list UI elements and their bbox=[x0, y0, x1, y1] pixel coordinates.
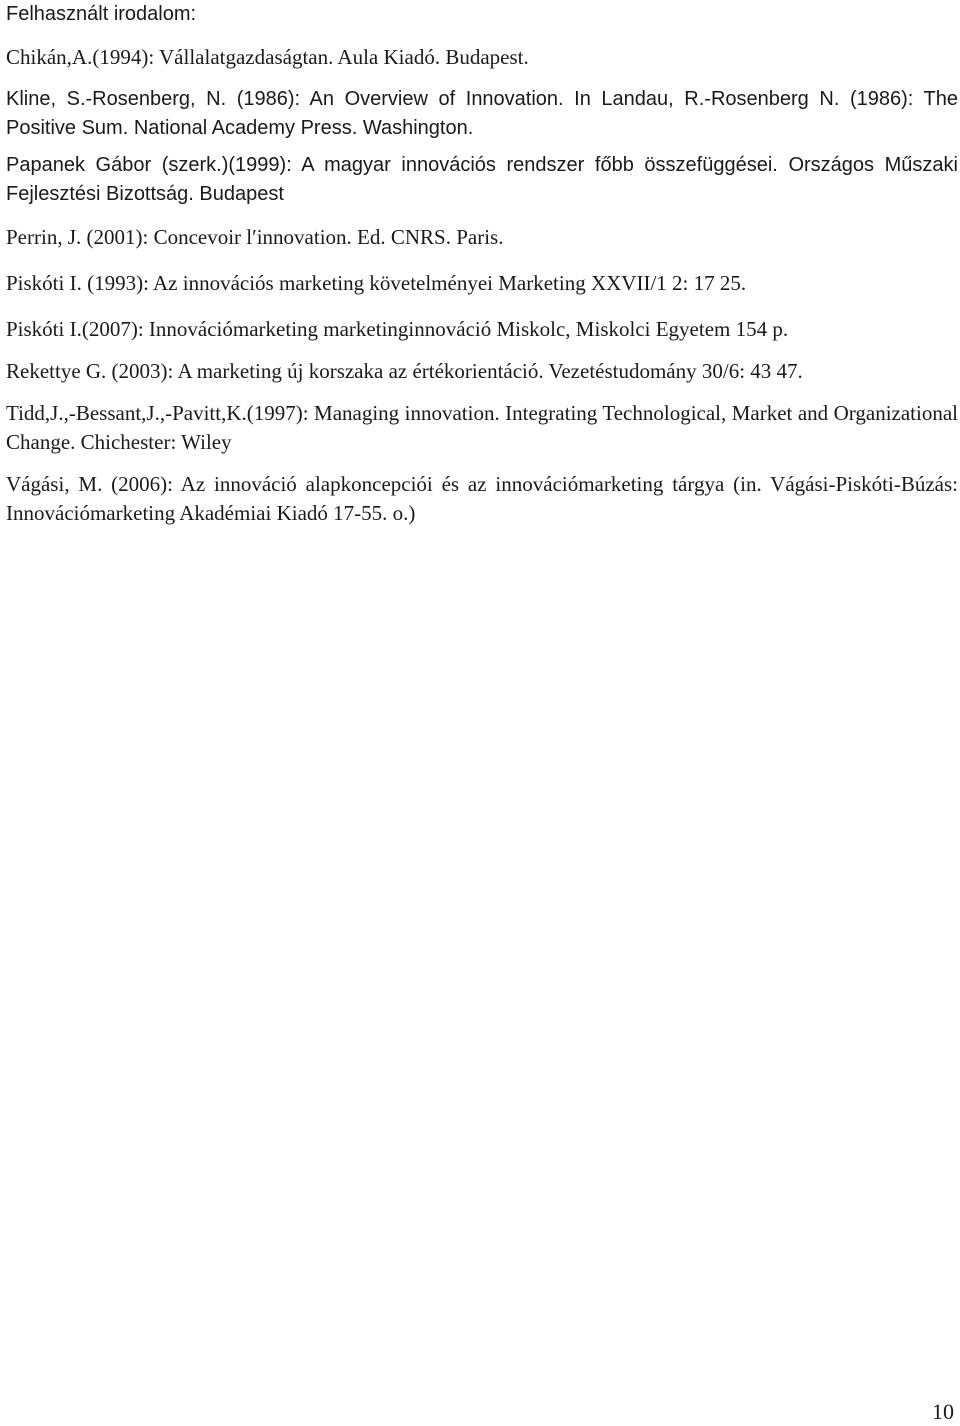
reference-piskoti-1993: Piskóti I. (1993): Az innovációs marketing követelményei Marketing XXVII/1 2: 17 25. bbox=[6, 271, 747, 295]
reference-perrin: Perrin, J. (2001): Concevoir l′innovation. Ed. CNRS. Paris. bbox=[6, 225, 504, 249]
reference-papanek: Papanek Gábor (szerk.)(1999): A magyar innovációs rendszer főbb összefüggései. Országos Műszaki Fejlesztési Bizottság. Budapest bbox=[6, 154, 958, 205]
references-heading: Felhasznált irodalom: bbox=[6, 3, 197, 25]
document-page bbox=[6, 0, 958, 528]
reference-kline: Kline, S.-Rosenberg, N. (1986): An Overview of Innovation. In Landau, R.-Rosenberg N. (1986): The Positive Sum. National Academy Press. Washington. bbox=[6, 88, 958, 139]
reference-piskoti-2007: Piskóti I.(2007): Innovációmarketing marketinginnováció Miskolc, Miskolci Egyetem 154 p. bbox=[6, 317, 789, 341]
reference-tidd: Tidd,J.,-Bessant,J.,-Pavitt,K.(1997): Managing innovation. Integrating Technological, Market and Organizational Change. Chichester: Wiley bbox=[6, 401, 958, 454]
reference-vagasi: Vágási, M. (2006): Az innováció alapkoncepciói és az innovációmarketing tárgya (in. Vágási-Piskóti-Búzás: Innovációmarketing Akadémiai Kiadó 17-55. o.) bbox=[6, 472, 958, 525]
page-number: 10 bbox=[932, 1399, 954, 1424]
reference-chikan: Chikán,A.(1994): Vállalatgazdaságtan. Aula Kiadó. Budapest. bbox=[6, 45, 529, 69]
reference-rekettye: Rekettye G. (2003): A marketing új korszaka az értékorientáció. Vezetéstudomány 30/6: 43 47. bbox=[6, 359, 803, 383]
